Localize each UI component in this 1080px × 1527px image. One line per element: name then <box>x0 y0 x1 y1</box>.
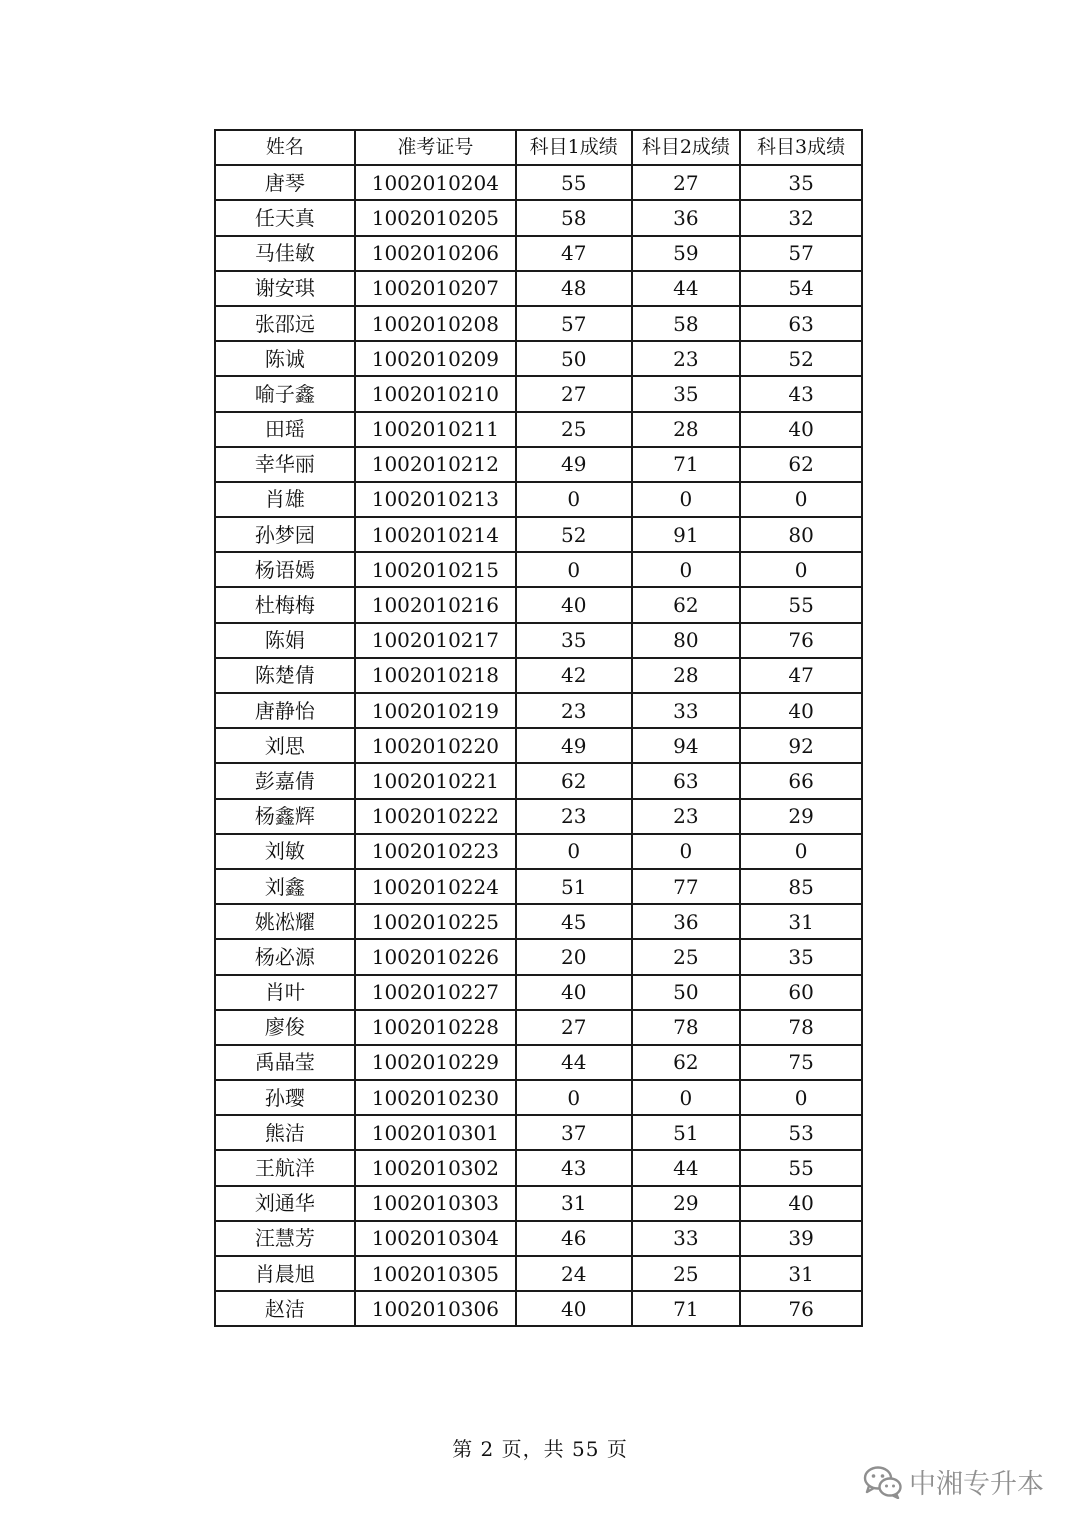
cell-score-3: 35 <box>740 165 862 200</box>
cell-exam-id: 1002010304 <box>355 1221 516 1256</box>
cell-name: 杨语嫣 <box>215 552 355 587</box>
cell-name: 田瑶 <box>215 412 355 447</box>
cell-score-2: 29 <box>632 1186 741 1221</box>
table-row <box>215 236 862 271</box>
watermark <box>863 1462 1044 1501</box>
cell-name: 谢安琪 <box>215 271 355 306</box>
cell-name: 肖晨旭 <box>215 1256 355 1291</box>
cell-exam-id: 1002010218 <box>355 658 516 693</box>
cell-score-1: 23 <box>516 693 632 728</box>
table-header-row <box>215 130 862 165</box>
cell-score-1: 23 <box>516 799 632 834</box>
cell-score-1: 42 <box>516 658 632 693</box>
cell-exam-id: 1002010210 <box>355 376 516 411</box>
cell-exam-id: 1002010306 <box>355 1291 516 1326</box>
table-row <box>215 1010 862 1045</box>
cell-score-3: 31 <box>740 1256 862 1291</box>
table-row <box>215 271 862 306</box>
cell-score-1: 40 <box>516 587 632 622</box>
table-row <box>215 939 862 974</box>
cell-score-2: 63 <box>632 763 741 798</box>
cell-score-2: 36 <box>632 200 741 235</box>
cell-name: 马佳敏 <box>215 236 355 271</box>
cell-exam-id: 1002010228 <box>355 1010 516 1045</box>
cell-score-1: 37 <box>516 1115 632 1150</box>
header-score-1: 科目1成绩 <box>516 130 632 165</box>
cell-exam-id: 1002010205 <box>355 200 516 235</box>
cell-name: 彭嘉倩 <box>215 763 355 798</box>
cell-name: 喻子鑫 <box>215 376 355 411</box>
cell-exam-id: 1002010204 <box>355 165 516 200</box>
watermark-text: 中湘专升本 <box>909 1469 1044 1500</box>
page-footer <box>0 1433 1080 1462</box>
header-exam-id: 准考证号 <box>355 130 516 165</box>
table-row <box>215 1080 862 1115</box>
cell-score-3: 35 <box>740 939 862 974</box>
cell-score-1: 31 <box>516 1186 632 1221</box>
cell-score-2: 27 <box>632 165 741 200</box>
cell-exam-id: 1002010305 <box>355 1256 516 1291</box>
cell-score-3: 43 <box>740 376 862 411</box>
cell-exam-id: 1002010225 <box>355 904 516 939</box>
cell-score-1: 43 <box>516 1150 632 1185</box>
cell-exam-id: 1002010213 <box>355 482 516 517</box>
table-row <box>215 200 862 235</box>
cell-score-2: 71 <box>632 447 741 482</box>
table-row <box>215 1186 862 1221</box>
cell-score-3: 0 <box>740 1080 862 1115</box>
cell-score-3: 52 <box>740 341 862 376</box>
score-table <box>214 129 863 1327</box>
cell-score-2: 51 <box>632 1115 741 1150</box>
table-row <box>215 1256 862 1291</box>
cell-score-1: 47 <box>516 236 632 271</box>
cell-score-2: 59 <box>632 236 741 271</box>
cell-score-1: 44 <box>516 1045 632 1080</box>
table-row <box>215 341 862 376</box>
cell-score-3: 32 <box>740 200 862 235</box>
cell-exam-id: 1002010301 <box>355 1115 516 1150</box>
cell-name: 汪慧芳 <box>215 1221 355 1256</box>
cell-score-2: 71 <box>632 1291 741 1326</box>
footer-prefix: 第 <box>452 1437 474 1461</box>
cell-exam-id: 1002010206 <box>355 236 516 271</box>
header-name: 姓名 <box>215 130 355 165</box>
cell-score-3: 40 <box>740 693 862 728</box>
cell-exam-id: 1002010227 <box>355 975 516 1010</box>
cell-name: 任天真 <box>215 200 355 235</box>
cell-score-1: 25 <box>516 412 632 447</box>
cell-score-2: 0 <box>632 834 741 869</box>
table-row <box>215 1045 862 1080</box>
cell-exam-id: 1002010214 <box>355 517 516 552</box>
cell-exam-id: 1002010211 <box>355 412 516 447</box>
cell-score-2: 25 <box>632 939 741 974</box>
cell-score-1: 52 <box>516 517 632 552</box>
cell-score-1: 35 <box>516 623 632 658</box>
table-row <box>215 165 862 200</box>
cell-score-3: 55 <box>740 1150 862 1185</box>
table-row <box>215 412 862 447</box>
cell-score-1: 49 <box>516 728 632 763</box>
table-row <box>215 658 862 693</box>
cell-score-3: 85 <box>740 869 862 904</box>
table-body <box>215 165 862 1326</box>
cell-name: 刘鑫 <box>215 869 355 904</box>
cell-score-1: 27 <box>516 1010 632 1045</box>
cell-score-2: 44 <box>632 271 741 306</box>
cell-exam-id: 1002010219 <box>355 693 516 728</box>
cell-score-2: 91 <box>632 517 741 552</box>
cell-exam-id: 1002010217 <box>355 623 516 658</box>
table-row <box>215 975 862 1010</box>
cell-score-3: 0 <box>740 834 862 869</box>
cell-score-3: 57 <box>740 236 862 271</box>
table-row <box>215 904 862 939</box>
cell-exam-id: 1002010222 <box>355 799 516 834</box>
cell-exam-id: 1002010224 <box>355 869 516 904</box>
table-row <box>215 1291 862 1326</box>
cell-score-1: 57 <box>516 306 632 341</box>
cell-score-1: 27 <box>516 376 632 411</box>
cell-score-3: 40 <box>740 412 862 447</box>
table-row <box>215 1221 862 1256</box>
cell-score-3: 31 <box>740 904 862 939</box>
footer-suffix: 页 <box>606 1437 628 1461</box>
cell-score-2: 36 <box>632 904 741 939</box>
cell-score-2: 0 <box>632 1080 741 1115</box>
cell-name: 张邵远 <box>215 306 355 341</box>
cell-score-1: 40 <box>516 975 632 1010</box>
cell-name: 杨鑫辉 <box>215 799 355 834</box>
cell-score-3: 47 <box>740 658 862 693</box>
cell-exam-id: 1002010208 <box>355 306 516 341</box>
cell-name: 孙璎 <box>215 1080 355 1115</box>
table-row <box>215 763 862 798</box>
cell-score-3: 76 <box>740 1291 862 1326</box>
table-row <box>215 728 862 763</box>
cell-score-3: 55 <box>740 587 862 622</box>
footer-page-number: 2 <box>480 1437 495 1461</box>
cell-score-1: 62 <box>516 763 632 798</box>
cell-score-3: 0 <box>740 482 862 517</box>
cell-name: 赵洁 <box>215 1291 355 1326</box>
cell-exam-id: 1002010230 <box>355 1080 516 1115</box>
cell-name: 孙梦园 <box>215 517 355 552</box>
cell-name: 唐琴 <box>215 165 355 200</box>
cell-score-2: 44 <box>632 1150 741 1185</box>
cell-score-3: 40 <box>740 1186 862 1221</box>
header-score-3: 科目3成绩 <box>740 130 862 165</box>
cell-score-1: 45 <box>516 904 632 939</box>
table-row <box>215 482 862 517</box>
wechat-icon <box>863 1465 903 1499</box>
cell-score-3: 76 <box>740 623 862 658</box>
cell-name: 熊洁 <box>215 1115 355 1150</box>
footer-total-pages: 55 <box>572 1437 600 1461</box>
cell-exam-id: 1002010303 <box>355 1186 516 1221</box>
cell-score-2: 25 <box>632 1256 741 1291</box>
table-row <box>215 552 862 587</box>
cell-exam-id: 1002010229 <box>355 1045 516 1080</box>
cell-name: 唐静怡 <box>215 693 355 728</box>
cell-name: 杜梅梅 <box>215 587 355 622</box>
cell-score-1: 49 <box>516 447 632 482</box>
table-row <box>215 799 862 834</box>
cell-score-3: 60 <box>740 975 862 1010</box>
cell-name: 姚凇耀 <box>215 904 355 939</box>
cell-name: 王航洋 <box>215 1150 355 1185</box>
cell-score-2: 0 <box>632 482 741 517</box>
cell-name: 刘思 <box>215 728 355 763</box>
cell-score-1: 58 <box>516 200 632 235</box>
table-row <box>215 693 862 728</box>
cell-exam-id: 1002010216 <box>355 587 516 622</box>
cell-name: 肖雄 <box>215 482 355 517</box>
cell-exam-id: 1002010223 <box>355 834 516 869</box>
cell-score-3: 53 <box>740 1115 862 1150</box>
table-row <box>215 587 862 622</box>
cell-score-3: 62 <box>740 447 862 482</box>
cell-score-2: 28 <box>632 658 741 693</box>
cell-score-2: 23 <box>632 341 741 376</box>
cell-score-3: 92 <box>740 728 862 763</box>
table-row <box>215 623 862 658</box>
cell-score-1: 50 <box>516 341 632 376</box>
cell-score-2: 50 <box>632 975 741 1010</box>
cell-score-3: 54 <box>740 271 862 306</box>
cell-score-1: 24 <box>516 1256 632 1291</box>
cell-exam-id: 1002010212 <box>355 447 516 482</box>
cell-name: 廖俊 <box>215 1010 355 1045</box>
cell-score-3: 66 <box>740 763 862 798</box>
cell-score-3: 75 <box>740 1045 862 1080</box>
cell-exam-id: 1002010215 <box>355 552 516 587</box>
table-row <box>215 517 862 552</box>
cell-name: 幸华丽 <box>215 447 355 482</box>
cell-name: 刘敏 <box>215 834 355 869</box>
cell-score-1: 0 <box>516 834 632 869</box>
table-row <box>215 1150 862 1185</box>
cell-score-1: 0 <box>516 482 632 517</box>
cell-score-3: 29 <box>740 799 862 834</box>
cell-score-2: 28 <box>632 412 741 447</box>
cell-score-2: 62 <box>632 1045 741 1080</box>
table-row <box>215 869 862 904</box>
cell-score-1: 46 <box>516 1221 632 1256</box>
cell-score-1: 55 <box>516 165 632 200</box>
cell-score-1: 0 <box>516 1080 632 1115</box>
cell-name: 肖叶 <box>215 975 355 1010</box>
cell-exam-id: 1002010302 <box>355 1150 516 1185</box>
header-score-2: 科目2成绩 <box>632 130 741 165</box>
cell-name: 禹晶莹 <box>215 1045 355 1080</box>
cell-score-3: 78 <box>740 1010 862 1045</box>
cell-name: 陈娟 <box>215 623 355 658</box>
cell-score-2: 33 <box>632 693 741 728</box>
cell-exam-id: 1002010207 <box>355 271 516 306</box>
cell-name: 陈诚 <box>215 341 355 376</box>
cell-name: 刘通华 <box>215 1186 355 1221</box>
table-row <box>215 376 862 411</box>
cell-score-2: 58 <box>632 306 741 341</box>
footer-middle: 页，共 <box>501 1437 565 1461</box>
cell-score-2: 23 <box>632 799 741 834</box>
cell-score-2: 80 <box>632 623 741 658</box>
cell-score-2: 94 <box>632 728 741 763</box>
cell-score-2: 77 <box>632 869 741 904</box>
cell-score-2: 0 <box>632 552 741 587</box>
cell-score-3: 63 <box>740 306 862 341</box>
table-row <box>215 447 862 482</box>
cell-score-2: 78 <box>632 1010 741 1045</box>
cell-score-3: 39 <box>740 1221 862 1256</box>
cell-score-3: 0 <box>740 552 862 587</box>
cell-exam-id: 1002010209 <box>355 341 516 376</box>
cell-name: 杨必源 <box>215 939 355 974</box>
cell-score-1: 48 <box>516 271 632 306</box>
cell-exam-id: 1002010220 <box>355 728 516 763</box>
table-row <box>215 834 862 869</box>
cell-exam-id: 1002010226 <box>355 939 516 974</box>
cell-score-3: 80 <box>740 517 862 552</box>
cell-name: 陈楚倩 <box>215 658 355 693</box>
cell-score-2: 62 <box>632 587 741 622</box>
table-row <box>215 1115 862 1150</box>
cell-score-2: 33 <box>632 1221 741 1256</box>
cell-exam-id: 1002010221 <box>355 763 516 798</box>
cell-score-2: 35 <box>632 376 741 411</box>
cell-score-1: 40 <box>516 1291 632 1326</box>
cell-score-1: 0 <box>516 552 632 587</box>
cell-score-1: 51 <box>516 869 632 904</box>
cell-score-1: 20 <box>516 939 632 974</box>
table-row <box>215 306 862 341</box>
